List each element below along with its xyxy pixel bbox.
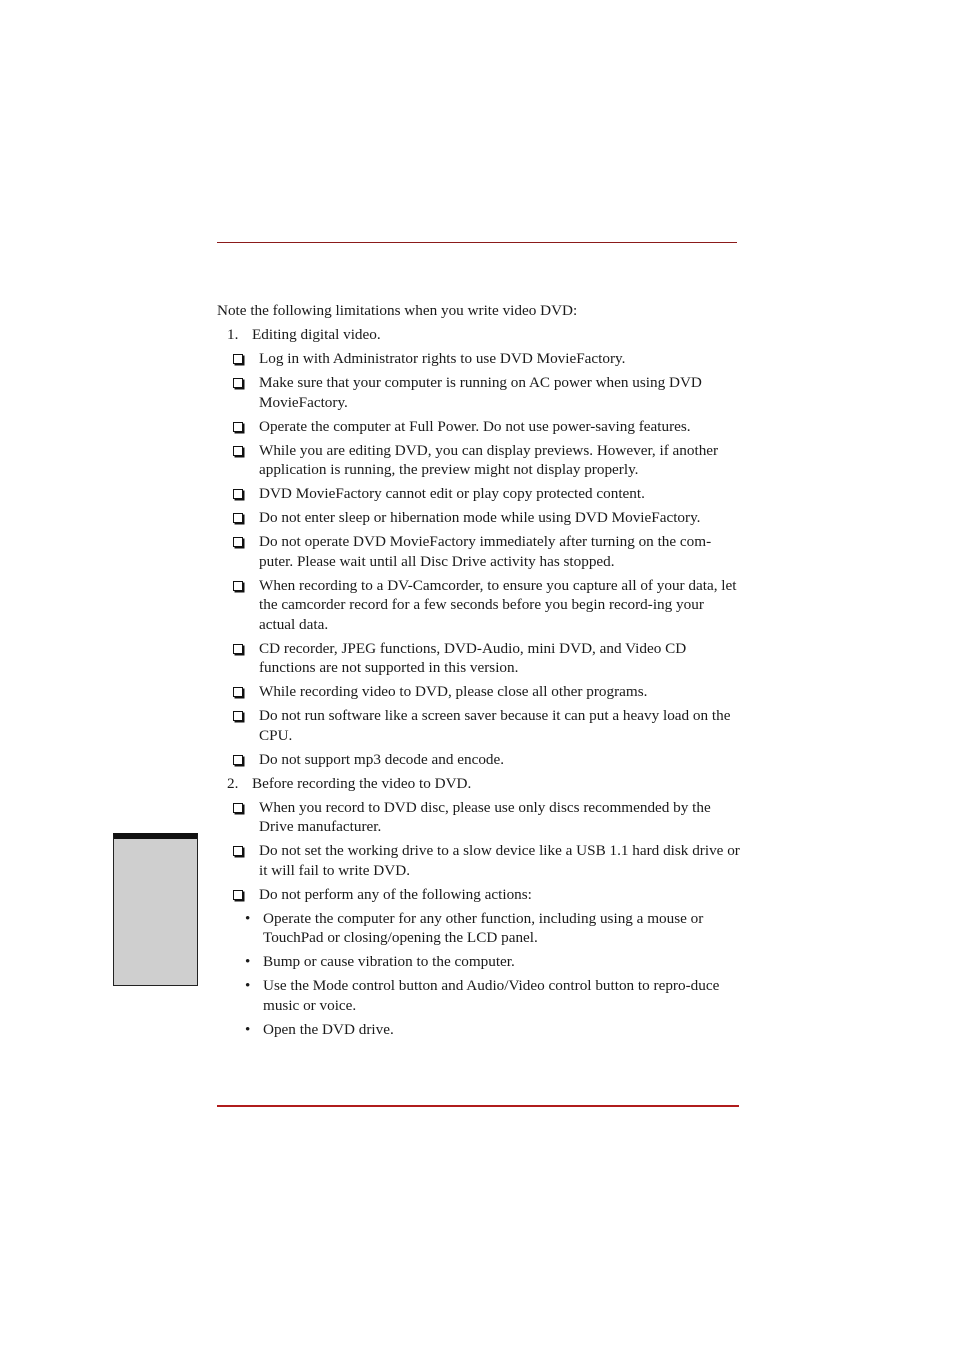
- checklist-text: When recording to a DV-Camcorder, to ensure you capture all of your data, let the camcorder record for a few seconds before you begin record-ing your actual data.: [259, 576, 737, 633]
- section-title: Editing digital video.: [252, 326, 381, 343]
- checklist-text: CD recorder, JPEG functions, DVD-Audio, mini DVD, and Video CD functions are not supported in this version.: [259, 639, 687, 676]
- section-title: Before recording the video to DVD.: [252, 774, 472, 792]
- header-rule: [217, 242, 737, 243]
- checkbox-bullet-icon: [233, 489, 243, 499]
- bullet-item: [217, 976, 742, 1015]
- checklist-item: [217, 706, 742, 745]
- checklist-text: Make sure that your computer is running on AC power when using DVD MovieFactory.: [259, 374, 702, 411]
- checklist-item: [217, 750, 742, 770]
- checkbox-bullet-icon: [233, 846, 243, 856]
- checklist-text: Do not enter sleep or hibernation mode while using DVD MovieFactory.: [259, 509, 701, 526]
- bullet-text: Open the DVD drive.: [263, 1020, 394, 1038]
- checkbox-bullet-icon: [233, 537, 243, 547]
- checklist-item: [217, 508, 742, 528]
- section-1-heading: [217, 325, 742, 345]
- bullet-text: Bump or cause vibration to the computer.: [263, 953, 515, 970]
- checklist-item: [217, 441, 742, 480]
- checklist-text: DVD MovieFactory cannot edit or play copy protected content.: [259, 485, 645, 502]
- section-2-heading: [217, 774, 742, 794]
- page-body: [217, 301, 742, 1044]
- checkbox-bullet-icon: [233, 803, 243, 813]
- checklist-text: While you are editing DVD, you can display previews. However, if another application is running, the preview might not display properly.: [259, 441, 719, 478]
- intro-text: Note the following limitations when you write video DVD:: [217, 302, 578, 319]
- footer-rule: [217, 1105, 739, 1107]
- checkbox-bullet-icon: [233, 644, 243, 654]
- checkbox-bullet-icon: [233, 890, 243, 900]
- checklist-text: Do not run software like a screen saver because it can put a heavy load on the CPU.: [259, 707, 731, 744]
- bullet-item: [217, 952, 742, 972]
- checklist-text: Do not perform any of the following actions:: [259, 885, 532, 903]
- checkbox-bullet-icon: [233, 581, 243, 591]
- checklist-text: Do not support mp3 decode and encode.: [259, 750, 505, 768]
- checklist-text: Do not set the working drive to a slow device like a USB 1.1 hard disk drive or it will fail to write DVD.: [259, 842, 740, 879]
- bullet-dot-icon: •: [245, 953, 251, 970]
- checklist-item: [217, 373, 742, 412]
- checkbox-bullet-icon: [233, 422, 243, 432]
- section-number: 1.: [227, 326, 239, 343]
- bullet-dot-icon: •: [245, 1020, 251, 1038]
- bullet-dot-icon: •: [245, 909, 251, 927]
- chapter-side-tab: [113, 833, 198, 986]
- checklist-item: [217, 841, 742, 880]
- bullet-item: [217, 909, 742, 948]
- checklist-text: Do not operate DVD MovieFactory immediately after turning on the com-puter. Please wait until all Disc Drive activity has stopped.: [259, 533, 712, 570]
- checkbox-bullet-icon: [233, 446, 243, 456]
- checklist-text: Operate the computer at Full Power. Do not use power-saving features.: [259, 417, 691, 435]
- checklist-item: [217, 576, 742, 635]
- checklist-item: [217, 484, 742, 504]
- checklist-item: [217, 349, 742, 369]
- checklist-item: [217, 682, 742, 702]
- bullet-dot-icon: •: [245, 977, 251, 994]
- checklist-item: [217, 639, 742, 678]
- checklist-text: Log in with Administrator rights to use DVD MovieFactory.: [259, 350, 626, 367]
- bullet-item: [217, 1020, 742, 1040]
- section-number: 2.: [227, 774, 239, 792]
- checklist-item: [217, 885, 742, 905]
- checklist-item: [217, 417, 742, 437]
- checkbox-bullet-icon: [233, 354, 243, 364]
- bullet-text: Use the Mode control button and Audio/Video control button to repro-duce music or voice.: [263, 977, 720, 1014]
- checklist-item: [217, 798, 742, 837]
- checklist-text: When you record to DVD disc, please use only discs recommended by the Drive manufacturer.: [259, 798, 711, 835]
- checkbox-bullet-icon: [233, 755, 243, 765]
- checkbox-bullet-icon: [233, 378, 243, 388]
- checklist-item: [217, 532, 742, 571]
- checkbox-bullet-icon: [233, 513, 243, 523]
- checklist-text: While recording video to DVD, please close all other programs.: [259, 683, 648, 700]
- bullet-text: Operate the computer for any other function, including using a mouse or TouchPad or closing/opening the LCD panel.: [263, 909, 704, 946]
- checkbox-bullet-icon: [233, 711, 243, 721]
- checkbox-bullet-icon: [233, 687, 243, 697]
